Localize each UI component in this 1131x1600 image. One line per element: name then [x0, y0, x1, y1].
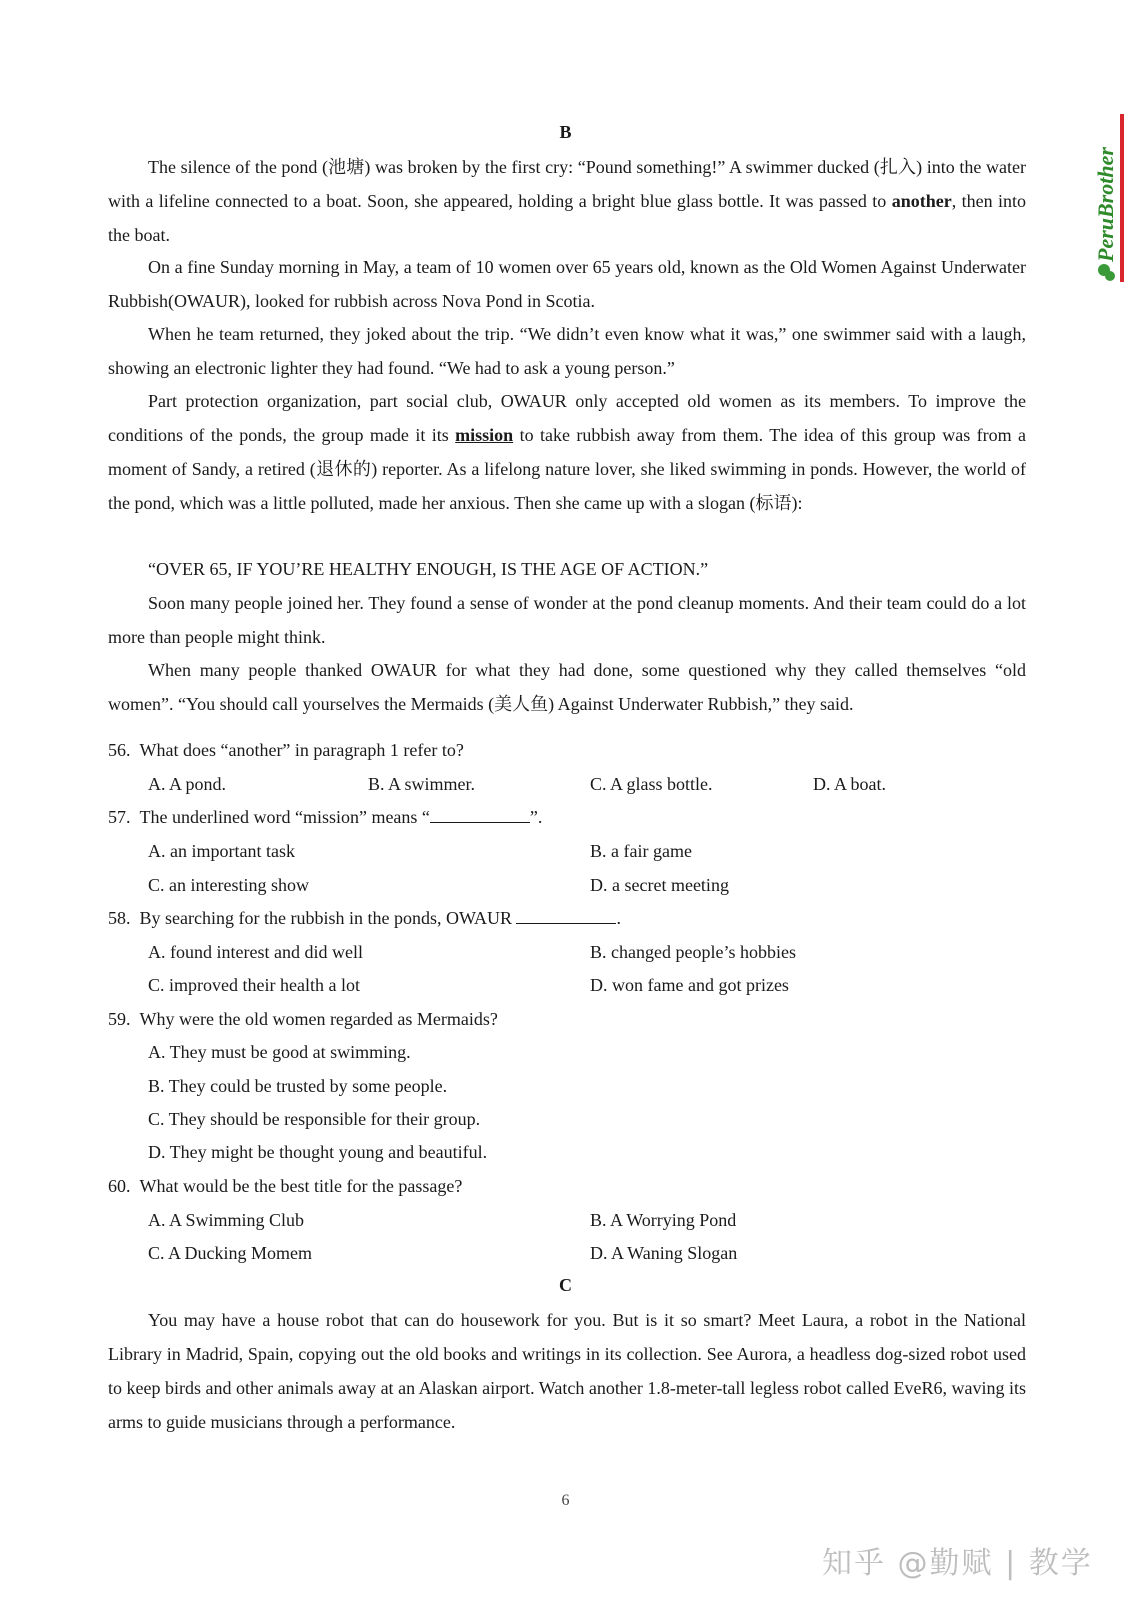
option-58-a[interactable]: A. found interest and did well [148, 942, 363, 962]
section-c-heading: C [559, 1275, 572, 1295]
passage-b-paragraph-5 [108, 586, 1026, 654]
option-59-a[interactable]: A. They must be good at swimming. [148, 1042, 411, 1062]
answer-blank [430, 804, 530, 823]
question-number: 59. [108, 1009, 131, 1029]
option-60-c[interactable]: C. A Ducking Momem [148, 1243, 313, 1263]
question-stem-end: . [616, 908, 621, 928]
option-56-c[interactable]: C. A glass bottle. [590, 774, 713, 794]
option-58-b[interactable]: B. changed people’s hobbies [590, 942, 796, 962]
question-number: 58. [108, 908, 131, 928]
paragraph-6-text: When many people thanked OWAUR for what they had done, some questioned why they called themselves “old women”. “You should call yourselves the Mermaids (美人鱼) Against Underwater Rubbish,” they said. [108, 660, 1026, 714]
option-57-b[interactable]: B. a fair game [590, 841, 692, 861]
paragraph-1-text-a: The silence of the pond (池塘) was broken by the first cry: “Pound something!” A swimmer ducked (扎入) into the water with a lifeline connected to a boat. Soon, she appeared, holding a bright blue glass bottle. It was passed to [108, 157, 1026, 211]
slogan-text: “OVER 65, IF YOU’RE HEALTHY ENOUGH, IS THE AGE OF ACTION.” [148, 559, 709, 579]
logo-text: PeruBrother [1093, 147, 1118, 262]
option-60-b[interactable]: B. A Worrying Pond [590, 1210, 737, 1230]
passage-b-paragraph-1 [108, 150, 1026, 252]
passage-c-text: You may have a house robot that can do housework for you. But is it so smart? Meet Laura, a robot in the National Library in Madrid, Spain, copying out the old books and writings in its collection. See Aurora, a headless dog-sized robot used to keep birds and other animals away at an Alaskan airport. Watch another 1.8-meter-tall legless robot called EveR6, waving its arms to guide musicians through a performance. [108, 1310, 1026, 1432]
answer-blank [516, 905, 616, 924]
question-stem: Why were the old women regarded as Mermaids? [139, 1009, 498, 1029]
question-stem-end: ”. [529, 807, 543, 827]
option-60-d[interactable]: D. A Waning Slogan [590, 1243, 738, 1263]
underlined-word-mission: mission [455, 425, 514, 445]
option-59-c[interactable]: C. They should be responsible for their group. [148, 1109, 481, 1129]
question-59 [108, 1002, 498, 1036]
option-56-a[interactable]: A. A pond. [148, 774, 227, 794]
paragraph-3-text: When he team returned, they joked about the trip. “We didn’t even know what it was,” one swimmer said with a laugh, showing an electronic lighter they had found. “We had to ask a young person.” [108, 324, 1026, 378]
question-number: 56. [108, 740, 131, 760]
page-number: 6 [561, 1492, 570, 1509]
option-56-b[interactable]: B. A swimmer. [368, 774, 476, 794]
option-59-b[interactable]: B. They could be trusted by some people. [148, 1076, 448, 1096]
paragraph-1-bold-word: another [891, 191, 952, 211]
passage-b-paragraph-6 [108, 653, 1026, 721]
passage-b-paragraph-4 [108, 384, 1026, 520]
question-number: 57. [108, 807, 131, 827]
option-58-c[interactable]: C. improved their health a lot [148, 975, 360, 995]
question-stem: What does “another” in paragraph 1 refer to? [139, 740, 464, 760]
paragraph-4-text-a: Part protection organization, part social club, OWAUR only accepted old women as its members. To improve the conditions of the ponds, the group made it its [108, 391, 1026, 445]
passage-b-paragraph-2 [108, 250, 1026, 318]
option-59-d[interactable]: D. They might be thought young and beautiful. [148, 1142, 488, 1162]
section-b-heading: B [559, 122, 572, 142]
option-56-d[interactable]: D. A boat. [813, 774, 887, 794]
paragraph-4-text-b: to take rubbish away from them. The idea of this group was from a moment of Sandy, a retired (退休的) reporter. As a lifelong nature lover, she liked swimming in ponds. However, the world of the pond, which was a little polluted, made her anxious. Then she came up with a slogan (标语): [108, 425, 1027, 513]
option-60-a[interactable]: A. A Swimming Club [148, 1210, 305, 1230]
passage-c-paragraph-1 [108, 1303, 1026, 1439]
option-57-c[interactable]: C. an interesting show [148, 875, 309, 895]
zhihu-watermark: 知乎 @勤赋 | 教学 [822, 1546, 1093, 1581]
question-stem-start: The underlined word “mission” means “ [139, 807, 430, 827]
question-58 [108, 901, 621, 935]
question-number: 60. [108, 1176, 131, 1196]
question-stem: What would be the best title for the passage? [139, 1176, 463, 1196]
paragraph-2-text: On a fine Sunday morning in May, a team of 10 women over 65 years old, known as the Old Women Against Underwater Rubbish(OWAUR), looked for rubbish across Nova Pond in Scotia. [108, 257, 1026, 311]
question-57 [108, 800, 542, 834]
option-57-a[interactable]: A. an important task [148, 841, 295, 861]
paragraph-1-text-b: , then into the boat. [108, 191, 1027, 245]
option-58-d[interactable]: D. won fame and got prizes [590, 975, 789, 995]
slogan-line [108, 552, 708, 586]
question-stem-start: By searching for the rubbish in the ponds, OWAUR [139, 908, 517, 928]
question-56 [108, 733, 464, 767]
paragraph-5-text: Soon many people joined her. They found a sense of wonder at the pond cleanup moments. And their team could do a lot more than people might think. [108, 593, 1026, 647]
option-57-d[interactable]: D. a secret meeting [590, 875, 729, 895]
passage-b-paragraph-3 [108, 317, 1026, 385]
question-60 [108, 1169, 462, 1203]
